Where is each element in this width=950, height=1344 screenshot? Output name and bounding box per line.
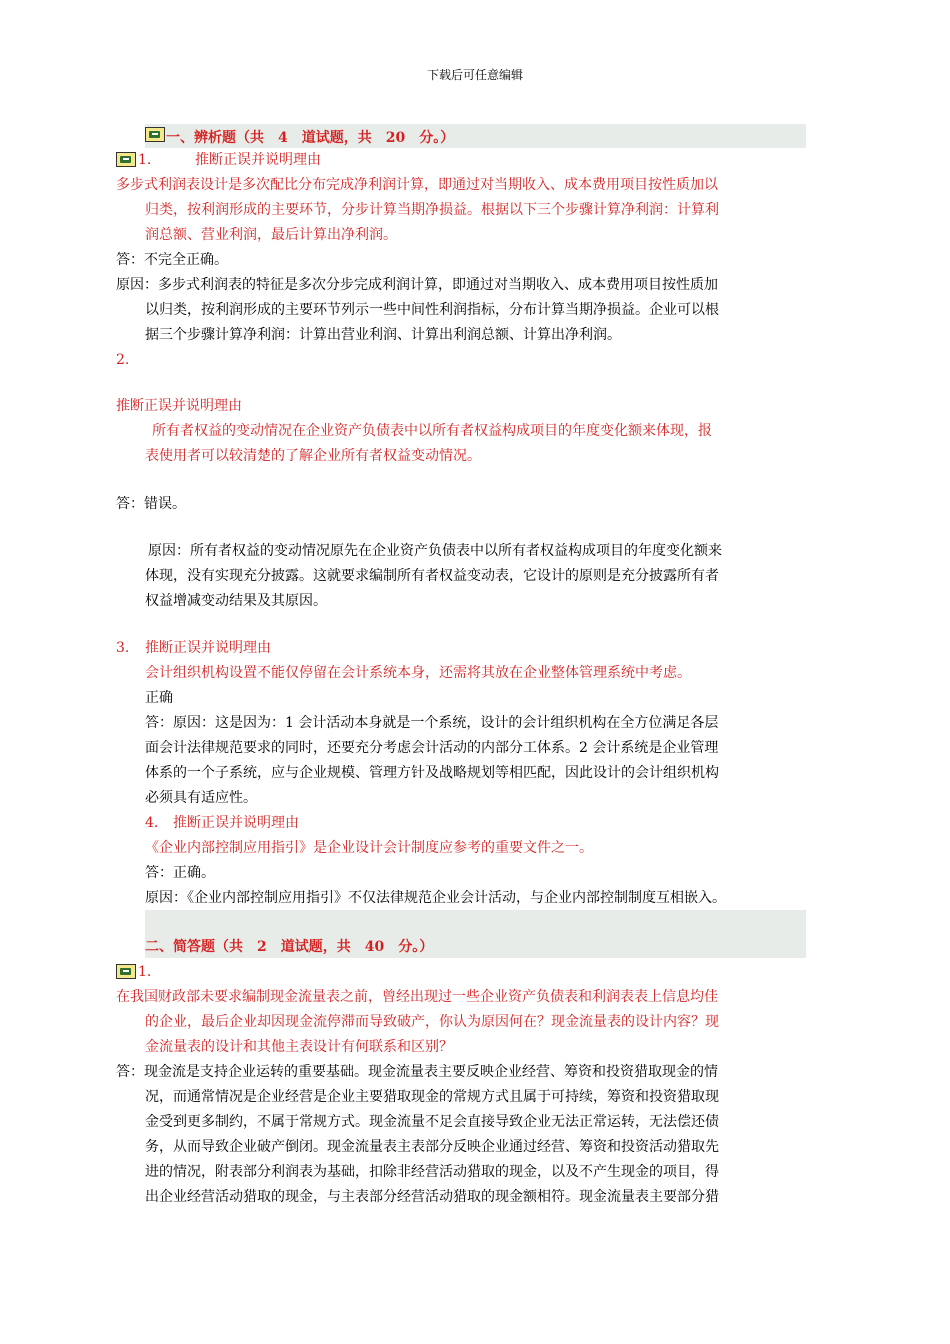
q3-statement: 会计组织机构设置不能仅停留在会计系统本身，还需将其放在企业整体管理系统中考虑。 <box>145 665 691 681</box>
section1-title: 一、辨析题（共 4 道试题，共 20 分。） <box>166 130 455 146</box>
section2-title: 二、简答题（共 2 道试题，共 40 分。） <box>145 939 434 955</box>
q2-reason-line: 权益增减变动结果及其原因。 <box>145 593 327 609</box>
q4-number: 4. <box>145 815 159 831</box>
q3-answer-line: 答：原因：这是因为：1 会计活动本身就是一个系统，设计的会计组织机构在全方位满足各层 <box>145 715 719 731</box>
q4-answer: 答：正确。 <box>145 865 215 881</box>
s1-question-line: 在我国财政部未要求编制现金流量表之前，曾经出现过一些企业资产负债表和利润表表上信息均佳 <box>116 989 718 1005</box>
s1-answer-line: 进的情况，附表部分利润表为基础，扣除非经营活动猎取的现金，以及不产生现金的项目，得 <box>145 1164 719 1180</box>
q3-verdict: 正确 <box>145 690 173 706</box>
q1-statement-line: 多步式利润表设计是多次配比分布完成净利润计算，即通过对当期收入、成本费用项目按性质加以 <box>116 177 718 193</box>
q1-statement-line: 润总额、营业利润，最后计算出净利润。 <box>145 227 397 243</box>
q1-reason-line: 原因：多步式利润表的特征是多次分步完成利润计算，即通过对当期收入、成本费用项目按性质加 <box>116 277 718 293</box>
q2-reason-line: 体现，没有实现充分披露。这就要求编制所有者权益变动表，它设计的原则是充分披露所有者 <box>145 568 719 584</box>
q1-prompt: 推断正误并说明理由 <box>195 152 321 168</box>
page-header: 下载后可任意编辑 <box>426 68 523 82</box>
q1-reason-line: 据三个步骤计算净利润：计算出营业利润、计算出利润总额、计算出净利润。 <box>145 327 621 343</box>
q3-answer-line: 面会计法律规范要求的同时，还要充分考虑会计活动的内部分工体系。2 会计系统是企业管理 <box>145 740 719 756</box>
question-icon <box>116 964 136 979</box>
q1-reason-line: 以归类，按利润形成的主要环节列示一些中间性利润指标，分布计算当期净损益。企业可以根 <box>145 302 719 318</box>
q3-number: 3. <box>116 640 130 656</box>
q2-statement-line: 表使用者可以较清楚的了解企业所有者权益变动情况。 <box>145 448 481 464</box>
s1-answer-line: 答：现金流是支持企业运转的重要基础。现金流量表主要反映企业经营、筹资和投资猎取现金的情 <box>116 1064 718 1080</box>
section-icon <box>145 127 165 142</box>
q3-answer-line: 体系的一个子系统，应与企业规模、管理方针及战略规划等相匹配，因此设计的会计组织机构 <box>145 765 719 781</box>
q3-answer-line: 必须具有适应性。 <box>145 790 257 806</box>
q3-prompt: 推断正误并说明理由 <box>145 640 271 656</box>
q4-reason: 原因：《企业内部控制应用指引》不仅法律规范企业会计活动，与企业内部控制制度互相嵌入。 <box>145 890 726 906</box>
q1-answer: 答：不完全正确。 <box>116 252 228 268</box>
s1-answer-line: 况，而通常情况是企业经营是企业主要猎取现金的常规方式且属于可持续，筹资和投资猎取现 <box>145 1089 719 1105</box>
s1-answer-line: 务，从而导致企业破产倒闭。现金流量表主表部分反映企业通过经营、筹资和投资活动猎取先 <box>145 1139 719 1155</box>
s1-question-line: 金流量表的设计和其他主表设计有何联系和区别？ <box>145 1039 453 1055</box>
q2-reason-line: 原因：所有者权益的变动情况原先在企业资产负债表中以所有者权益构成项目的年度变化额来 <box>148 543 722 559</box>
q4-prompt: 推断正误并说明理由 <box>173 815 299 831</box>
q2-answer: 答：错误。 <box>116 496 186 512</box>
s1-answer-line: 金受到更多制约，不属于常规方式。现金流量不足会直接导致企业无法正常运转，无法偿还债 <box>145 1114 719 1130</box>
s1-question-line: 的企业，最后企业却因现金流停滞而导致破产，你认为原因何在？现金流量表的设计内容？现 <box>145 1014 719 1030</box>
q2-prompt: 推断正误并说明理由 <box>116 398 242 414</box>
q2-statement-line: 所有者权益的变动情况在企业资产负债表中以所有者权益构成项目的年度变化额来体现，报 <box>152 423 712 439</box>
question-icon <box>116 152 136 167</box>
q2-number: 2. <box>116 352 130 368</box>
s1-answer-line: 出企业经营活动猎取的现金，与主表部分经营活动猎取的现金额相符。现金流量表主要部分猎 <box>145 1189 719 1205</box>
q1-number: 1. <box>138 152 152 168</box>
q1-statement-line: 归类，按利润形成的主要环节，分步计算当期净损益。根据以下三个步骤计算净利润：计算利 <box>145 202 719 218</box>
s1-number: 1. <box>138 964 152 980</box>
q4-statement: 《企业内部控制应用指引》是企业设计会计制度应参考的重要文件之一。 <box>145 840 593 856</box>
